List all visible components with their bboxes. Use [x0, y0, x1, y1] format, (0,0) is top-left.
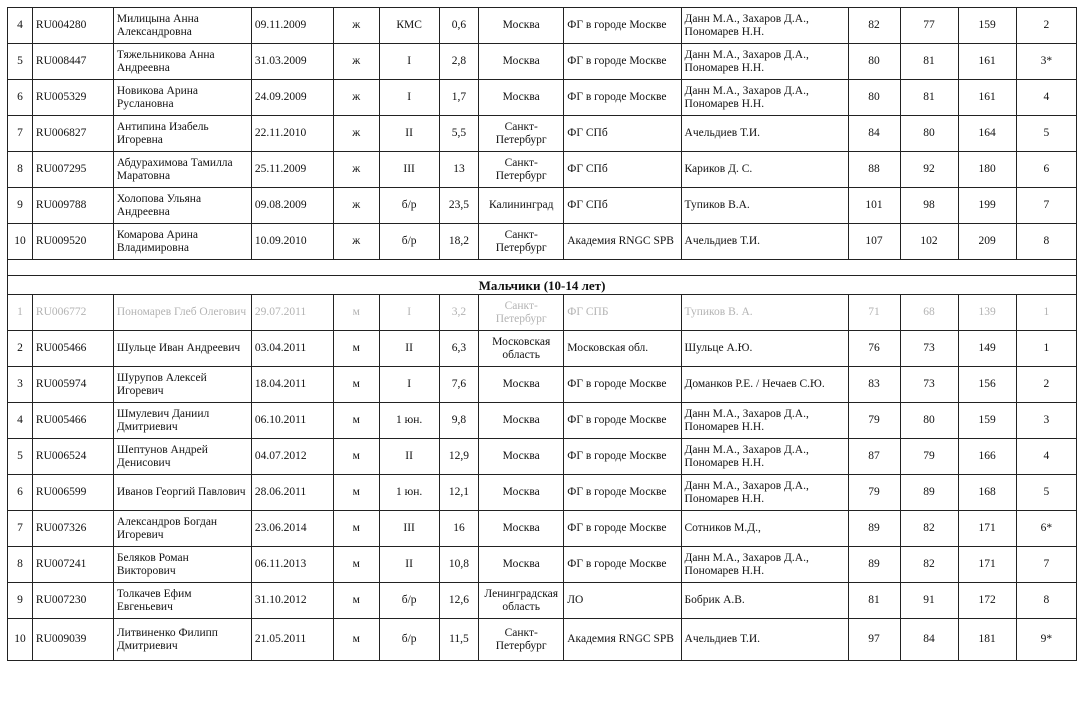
player-name: Антипина Изабель Игоревна: [113, 116, 251, 152]
rating: 2,8: [439, 44, 478, 80]
row-number: 9: [8, 583, 33, 619]
rating: 12,6: [439, 583, 478, 619]
birth-date: 18.04.2011: [251, 367, 333, 403]
rank: II: [379, 439, 439, 475]
club: ФГ в городе Москве: [564, 80, 681, 116]
round-1-score: 87: [848, 439, 900, 475]
round-1-score: 71: [848, 295, 900, 331]
round-2-score: 102: [900, 224, 958, 260]
city: Ленинградская область: [479, 583, 564, 619]
place: 8: [1016, 224, 1076, 260]
place: 5: [1016, 116, 1076, 152]
rank: 1 юн.: [379, 475, 439, 511]
table-row: [8, 295, 1077, 331]
coach: Тупиков В. А.: [681, 295, 848, 331]
city: Москва: [479, 439, 564, 475]
rank: II: [379, 547, 439, 583]
table-row: [8, 152, 1077, 188]
place: 6*: [1016, 511, 1076, 547]
player-id: RU005974: [32, 367, 113, 403]
rating: 10,8: [439, 547, 478, 583]
table-row: [8, 331, 1077, 367]
sex: ж: [333, 116, 379, 152]
table-row: [8, 224, 1077, 260]
player-name: Шульце Иван Андреевич: [113, 331, 251, 367]
sex: м: [333, 583, 379, 619]
round-1-score: 84: [848, 116, 900, 152]
rank: КМС: [379, 8, 439, 44]
rank: II: [379, 116, 439, 152]
birth-date: 29.07.2011: [251, 295, 333, 331]
blank-row: [8, 260, 1077, 276]
city: Москва: [479, 80, 564, 116]
place: 8: [1016, 583, 1076, 619]
sex: ж: [333, 80, 379, 116]
coach: Доманков Р.Е. / Нечаев С.Ю.: [681, 367, 848, 403]
player-name: Шептунов Андрей Денисович: [113, 439, 251, 475]
coach: Данн М.А., Захаров Д.А., Пономарев Н.Н.: [681, 80, 848, 116]
total-score: 159: [958, 403, 1016, 439]
player-name: Шурупов Алексей Игоревич: [113, 367, 251, 403]
table-row: [8, 547, 1077, 583]
city: Москва: [479, 547, 564, 583]
round-1-score: 76: [848, 331, 900, 367]
row-number: 10: [8, 224, 33, 260]
row-number: 5: [8, 439, 33, 475]
club: ФГ в городе Москве: [564, 475, 681, 511]
round-2-score: 73: [900, 367, 958, 403]
player-id: RU008447: [32, 44, 113, 80]
table-row: [8, 116, 1077, 152]
row-number: 8: [8, 152, 33, 188]
rating: 16: [439, 511, 478, 547]
sex: ж: [333, 224, 379, 260]
rank: I: [379, 295, 439, 331]
sex: м: [333, 619, 379, 661]
city: Москва: [479, 367, 564, 403]
player-name: Пономарев Глеб Олегович: [113, 295, 251, 331]
place: 7: [1016, 188, 1076, 224]
total-score: 172: [958, 583, 1016, 619]
place: 2: [1016, 8, 1076, 44]
rating: 13: [439, 152, 478, 188]
total-score: 161: [958, 44, 1016, 80]
player-id: RU005466: [32, 403, 113, 439]
player-id: RU009520: [32, 224, 113, 260]
round-2-score: 68: [900, 295, 958, 331]
coach: Данн М.А., Захаров Д.А., Пономарев Н.Н.: [681, 403, 848, 439]
sex: ж: [333, 152, 379, 188]
round-1-score: 80: [848, 44, 900, 80]
round-1-score: 81: [848, 583, 900, 619]
place: 1: [1016, 331, 1076, 367]
player-id: RU006772: [32, 295, 113, 331]
table-row: [8, 44, 1077, 80]
coach: Ачельдиев Т.И.: [681, 619, 848, 661]
section-title: Мальчики (10-14 лет): [8, 276, 1077, 295]
coach: Данн М.А., Захаров Д.А., Пономарев Н.Н.: [681, 547, 848, 583]
round-1-score: 101: [848, 188, 900, 224]
player-name: Шмулевич Даниил Дмитриевич: [113, 403, 251, 439]
player-name: Милицына Анна Александровна: [113, 8, 251, 44]
birth-date: 24.09.2009: [251, 80, 333, 116]
birth-date: 23.06.2014: [251, 511, 333, 547]
round-2-score: 82: [900, 511, 958, 547]
round-2-score: 82: [900, 547, 958, 583]
total-score: 209: [958, 224, 1016, 260]
girls-rows: [8, 8, 1077, 260]
sex: м: [333, 547, 379, 583]
city: Московская область: [479, 331, 564, 367]
birth-date: 06.11.2013: [251, 547, 333, 583]
rank: 1 юн.: [379, 403, 439, 439]
sex: м: [333, 475, 379, 511]
city: Санкт-Петербург: [479, 224, 564, 260]
table-row: [8, 511, 1077, 547]
row-number: 10: [8, 619, 33, 661]
total-score: 180: [958, 152, 1016, 188]
table-row: [8, 403, 1077, 439]
rank: б/р: [379, 188, 439, 224]
birth-date: 09.11.2009: [251, 8, 333, 44]
row-number: 8: [8, 547, 33, 583]
coach: Бобрик А.В.: [681, 583, 848, 619]
rating: 9,8: [439, 403, 478, 439]
round-2-score: 73: [900, 331, 958, 367]
results-table: [7, 7, 1077, 661]
player-name: Александров Богдан Игоревич: [113, 511, 251, 547]
round-1-score: 80: [848, 80, 900, 116]
sex: м: [333, 511, 379, 547]
place: 6: [1016, 152, 1076, 188]
player-id: RU009788: [32, 188, 113, 224]
player-name: Иванов Георгий Павлович: [113, 475, 251, 511]
club: ФГ в городе Москве: [564, 44, 681, 80]
place: 3: [1016, 403, 1076, 439]
rank: III: [379, 152, 439, 188]
coach: Данн М.А., Захаров Д.А., Пономарев Н.Н.: [681, 44, 848, 80]
round-1-score: 107: [848, 224, 900, 260]
rank: I: [379, 367, 439, 403]
player-name: Литвиненко Филипп Дмитриевич: [113, 619, 251, 661]
total-score: 156: [958, 367, 1016, 403]
sex: ж: [333, 44, 379, 80]
birth-date: 03.04.2011: [251, 331, 333, 367]
birth-date: 09.08.2009: [251, 188, 333, 224]
table-row: [8, 439, 1077, 475]
section-separator: [8, 260, 1077, 295]
player-id: RU004280: [32, 8, 113, 44]
row-number: 7: [8, 511, 33, 547]
rating: 7,6: [439, 367, 478, 403]
rating: 23,5: [439, 188, 478, 224]
rating: 6,3: [439, 331, 478, 367]
table-row: [8, 80, 1077, 116]
club: ФГ в городе Москве: [564, 511, 681, 547]
coach: Кариков Д. С.: [681, 152, 848, 188]
sex: ж: [333, 8, 379, 44]
player-id: RU005466: [32, 331, 113, 367]
sex: м: [333, 367, 379, 403]
club: ФГ в городе Москве: [564, 547, 681, 583]
birth-date: 04.07.2012: [251, 439, 333, 475]
row-number: 6: [8, 475, 33, 511]
club: ФГ СПб: [564, 188, 681, 224]
sex: м: [333, 295, 379, 331]
round-2-score: 98: [900, 188, 958, 224]
rating: 12,1: [439, 475, 478, 511]
sex: м: [333, 331, 379, 367]
club: Московская обл.: [564, 331, 681, 367]
round-1-score: 82: [848, 8, 900, 44]
player-name: Беляков Роман Викторович: [113, 547, 251, 583]
round-1-score: 83: [848, 367, 900, 403]
total-score: 159: [958, 8, 1016, 44]
rank: I: [379, 80, 439, 116]
round-2-score: 79: [900, 439, 958, 475]
section-header-row: [8, 276, 1077, 295]
player-id: RU009039: [32, 619, 113, 661]
club: ФГ СПБ: [564, 295, 681, 331]
coach: Шульце А.Ю.: [681, 331, 848, 367]
sex: ж: [333, 188, 379, 224]
city: Москва: [479, 403, 564, 439]
coach: Данн М.А., Захаров Д.А., Пономарев Н.Н.: [681, 439, 848, 475]
total-score: 139: [958, 295, 1016, 331]
row-number: 7: [8, 116, 33, 152]
city: Санкт-Петербург: [479, 152, 564, 188]
total-score: 171: [958, 511, 1016, 547]
club: ФГ в городе Москве: [564, 403, 681, 439]
row-number: 3: [8, 367, 33, 403]
city: Москва: [479, 44, 564, 80]
round-1-score: 88: [848, 152, 900, 188]
boys-rows: [8, 295, 1077, 661]
rating: 0,6: [439, 8, 478, 44]
place: 4: [1016, 80, 1076, 116]
player-id: RU006827: [32, 116, 113, 152]
round-1-score: 79: [848, 475, 900, 511]
round-1-score: 97: [848, 619, 900, 661]
coach: Сотников М.Д.,: [681, 511, 848, 547]
round-1-score: 89: [848, 547, 900, 583]
round-2-score: 92: [900, 152, 958, 188]
round-1-score: 89: [848, 511, 900, 547]
birth-date: 31.03.2009: [251, 44, 333, 80]
city: Калининград: [479, 188, 564, 224]
city: Москва: [479, 8, 564, 44]
place: 2: [1016, 367, 1076, 403]
table-row: [8, 8, 1077, 44]
place: 5: [1016, 475, 1076, 511]
round-2-score: 84: [900, 619, 958, 661]
table-row: [8, 475, 1077, 511]
row-number: 4: [8, 403, 33, 439]
city: Санкт-Петербург: [479, 295, 564, 331]
player-id: RU007326: [32, 511, 113, 547]
place: 9*: [1016, 619, 1076, 661]
coach: Данн М.А., Захаров Д.А., Пономарев Н.Н.: [681, 475, 848, 511]
place: 3*: [1016, 44, 1076, 80]
rating: 18,2: [439, 224, 478, 260]
round-2-score: 89: [900, 475, 958, 511]
rating: 1,7: [439, 80, 478, 116]
birth-date: 10.09.2010: [251, 224, 333, 260]
rank: III: [379, 511, 439, 547]
rank: I: [379, 44, 439, 80]
birth-date: 31.10.2012: [251, 583, 333, 619]
coach: Данн М.А., Захаров Д.А., Пономарев Н.Н.: [681, 8, 848, 44]
birth-date: 22.11.2010: [251, 116, 333, 152]
rating: 5,5: [439, 116, 478, 152]
player-name: Холопова Ульяна Андреевна: [113, 188, 251, 224]
total-score: 171: [958, 547, 1016, 583]
coach: Тупиков В.А.: [681, 188, 848, 224]
player-id: RU006524: [32, 439, 113, 475]
sex: м: [333, 439, 379, 475]
player-id: RU007295: [32, 152, 113, 188]
coach: Ачельдиев Т.И.: [681, 224, 848, 260]
club: Академия RNGC SPB: [564, 619, 681, 661]
total-score: 164: [958, 116, 1016, 152]
rank: б/р: [379, 583, 439, 619]
club: ФГ в городе Москве: [564, 367, 681, 403]
total-score: 168: [958, 475, 1016, 511]
birth-date: 21.05.2011: [251, 619, 333, 661]
city: Москва: [479, 511, 564, 547]
round-2-score: 80: [900, 403, 958, 439]
table-row: [8, 188, 1077, 224]
round-2-score: 77: [900, 8, 958, 44]
rating: 11,5: [439, 619, 478, 661]
row-number: 6: [8, 80, 33, 116]
place: 1: [1016, 295, 1076, 331]
table-row: [8, 583, 1077, 619]
birth-date: 06.10.2011: [251, 403, 333, 439]
row-number: 1: [8, 295, 33, 331]
coach: Ачельдиев Т.И.: [681, 116, 848, 152]
total-score: 149: [958, 331, 1016, 367]
player-name: Абдурахимова Тамилла Маратовна: [113, 152, 251, 188]
row-number: 2: [8, 331, 33, 367]
round-2-score: 80: [900, 116, 958, 152]
player-name: Тяжельникова Анна Андреевна: [113, 44, 251, 80]
player-name: Комарова Арина Владимировна: [113, 224, 251, 260]
table-row: [8, 367, 1077, 403]
total-score: 181: [958, 619, 1016, 661]
player-id: RU007241: [32, 547, 113, 583]
round-1-score: 79: [848, 403, 900, 439]
rank: б/р: [379, 224, 439, 260]
birth-date: 28.06.2011: [251, 475, 333, 511]
round-2-score: 81: [900, 80, 958, 116]
row-number: 5: [8, 44, 33, 80]
rating: 12,9: [439, 439, 478, 475]
rank: б/р: [379, 619, 439, 661]
player-id: RU007230: [32, 583, 113, 619]
birth-date: 25.11.2009: [251, 152, 333, 188]
total-score: 166: [958, 439, 1016, 475]
sex: м: [333, 403, 379, 439]
row-number: 4: [8, 8, 33, 44]
total-score: 199: [958, 188, 1016, 224]
club: Академия RNGC SPB: [564, 224, 681, 260]
player-id: RU005329: [32, 80, 113, 116]
club: ЛО: [564, 583, 681, 619]
club: ФГ СПб: [564, 116, 681, 152]
player-name: Толкачев Ефим Евгеньевич: [113, 583, 251, 619]
total-score: 161: [958, 80, 1016, 116]
round-2-score: 91: [900, 583, 958, 619]
club: ФГ в городе Москве: [564, 8, 681, 44]
table-row: [8, 619, 1077, 661]
city: Санкт-Петербург: [479, 116, 564, 152]
club: ФГ в городе Москве: [564, 439, 681, 475]
rank: II: [379, 331, 439, 367]
place: 4: [1016, 439, 1076, 475]
player-name: Новикова Арина Руслановна: [113, 80, 251, 116]
round-2-score: 81: [900, 44, 958, 80]
row-number: 9: [8, 188, 33, 224]
place: 7: [1016, 547, 1076, 583]
rating: 3,2: [439, 295, 478, 331]
city: Санкт-Петербург: [479, 619, 564, 661]
player-id: RU006599: [32, 475, 113, 511]
city: Москва: [479, 475, 564, 511]
club: ФГ СПб: [564, 152, 681, 188]
